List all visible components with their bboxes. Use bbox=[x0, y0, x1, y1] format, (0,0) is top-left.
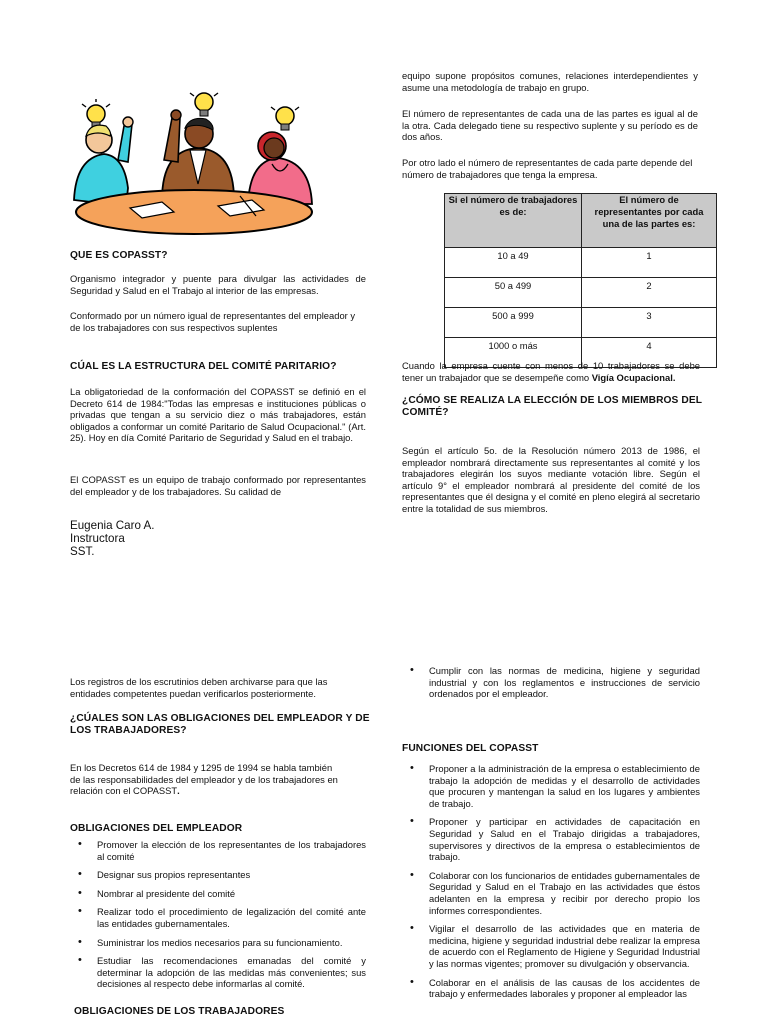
lightbulb-icon bbox=[271, 107, 299, 130]
heading-obligaciones-trabajadores: OBLIGACIONES DE LOS TRABAJADORES bbox=[74, 1006, 285, 1017]
list-item: • Nombrar al presidente del comité bbox=[70, 888, 366, 900]
paragraph-depende: Por otro lado el número de representantes de cada parte depende del número de trabajadores que tenga la empresa. bbox=[402, 157, 693, 180]
person-left-icon bbox=[74, 117, 133, 206]
paragraph-resolucion: Según el artículo 5o. de la Resolución número 2013 de 1986, el empleador nombrará directamente sus representantes al comité y los trabajadores elegirán los suyos mediante votación libre. Según el artículo 9° el empleador nombrará al presidente del comité de los representantes que él designa y el comité en pleno elegirá al secretario entre la totalidad de sus miembros. bbox=[402, 445, 700, 514]
table-header-row bbox=[445, 194, 717, 248]
signature-role: Instructora bbox=[70, 532, 125, 546]
list-item: • Vigilar el desarrollo de las actividades que en materia de medicina, higiene y seguridad industrial debe realizar la empresa de acuerdo con el Reglamento de Higiene y Seguridad Industrial y las normas vigentes; promover su divulgación y observancia. bbox=[402, 923, 700, 969]
decretos-text: En los Decretos 614 de 1984 y 1295 de 1994 se habla también de las responsabilidades del empleador y de los trabajadores en relación con el COPASST bbox=[70, 762, 338, 797]
meeting-clipart-icon bbox=[66, 88, 316, 236]
lightbulb-icon bbox=[190, 93, 218, 116]
table-cell: 10 a 49 bbox=[445, 248, 582, 278]
lightbulb-icon bbox=[82, 99, 110, 128]
paragraph-vigia bbox=[402, 360, 700, 383]
paragraph-copasst-equipo: El COPASST es un equipo de trabajo conformado por representantes del empleador y de los trabajadores. Su calidad de bbox=[70, 474, 366, 497]
heading-que-es-copasst: QUE ES COPASST? bbox=[70, 250, 168, 261]
paragraph-decretos: En los Decretos 614 de 1984 y 1295 de 1994 se habla también de las responsabilidades del empleador y de los trabajadores en relación con el COPASST. bbox=[70, 762, 338, 797]
heading-estructura: CÚAL ES LA ESTRUCTURA DEL COMITÉ PARITARIO? bbox=[70, 361, 337, 372]
table-cell: 4 bbox=[582, 338, 717, 368]
list-item: • Cumplir con las normas de medicina, higiene y seguridad industrial y con los reglamentos e instrucciones de servicio ordenados por el empleador. bbox=[402, 665, 700, 700]
paragraph-equipo-continuacion: equipo supone propósitos comunes, relaciones interdependientes y asume una metodología de trabajo en grupo. bbox=[402, 70, 698, 93]
paragraph-registros: Los registros de los escrutinios deben archivarse para que las entidades competentes puedan verificarlos posteriormente. bbox=[70, 676, 328, 699]
list-item: • Proponer y participar en actividades de capacitación en Seguridad y Salud en el Trabajo dirigidas a trabajadores, supervisores y directivos de la empresa o establecimientos de trabajo. bbox=[402, 816, 700, 862]
vigia-text: Cuando la empresa cuente con menos de 10 trabajadores se debe tener un trabajador que se desempeñe como bbox=[402, 360, 700, 383]
table-row bbox=[445, 308, 717, 338]
signature-block bbox=[70, 519, 154, 559]
table-header-representantes: El número de representantes por cada una de las partes es: bbox=[582, 194, 717, 248]
trabajadores-list bbox=[402, 665, 700, 700]
table-icon bbox=[76, 190, 312, 234]
paragraph-obligatoriedad: La obligatoriedad de la conformación del COPASST se definió en el Decreto 614 de 1984:"Todas las empresas e instituciones públicas o privadas que tengan a su servicio diez o más trabajadores, están obligados a conformar un comité Paritario de Salud Ocupacional." (Art. 25). Hoy en día Comité Paritario de Seguridad y Salud en el trabajo. bbox=[70, 386, 366, 444]
list-item: • Realizar todo el procedimiento de legalización del comité ante las entidades gubernamentales. bbox=[70, 906, 366, 929]
list-item: • Colaborar en el análisis de las causas de los accidentes de trabajo y enfermedades laborales y proponer al empleador las bbox=[402, 977, 700, 1000]
representatives-table bbox=[444, 193, 717, 368]
list-item: • Designar sus propios representantes bbox=[70, 869, 366, 881]
list-item: • Estudiar las recomendaciones emanadas del comité y determinar la adopción de las medidas más convenientes; sus decisiones al respecto debe informarlas al comité. bbox=[70, 955, 366, 990]
list-item: • Proponer a la administración de la empresa o establecimiento de trabajo la adopción de medidas y el desarrollo de actividades que procuren y mantengan la salud en los lugares y ambientes de trabajo. bbox=[402, 763, 700, 809]
table-cell: 1 bbox=[582, 248, 717, 278]
person-middle-icon bbox=[162, 110, 234, 200]
funciones-list bbox=[402, 763, 700, 1000]
heading-funciones: FUNCIONES DEL COPASST bbox=[402, 743, 539, 754]
signature-name: Eugenia Caro A. bbox=[70, 519, 155, 532]
signature-area: SST. bbox=[70, 545, 95, 559]
table-cell: 500 a 999 bbox=[445, 308, 582, 338]
heading-obligaciones: ¿CÚALES SON LAS OBLIGACIONES DEL EMPLEADOR Y DE LOS TRABAJADORES? bbox=[70, 713, 370, 736]
paragraph-conformado: Conformado por un número igual de representantes del empleador y de los trabajadores con sus respectivos suplentes bbox=[70, 310, 356, 333]
list-item: • Colaborar con los funcionarios de entidades gubernamentales de Seguridad y Salud en el Trabajo en las actividades que éstos adelanten en la empresa y recibir por derecho propio los informes correspondientes. bbox=[402, 870, 700, 916]
table-cell: 50 a 499 bbox=[445, 278, 582, 308]
table-header-trabajadores: Si el número de trabajadores es de: bbox=[445, 194, 582, 248]
heading-eleccion: ¿CÓMO SE REALIZA LA ELECCIÓN DE LOS MIEMBROS DEL COMITÉ? bbox=[402, 395, 702, 418]
table-row bbox=[445, 248, 717, 278]
list-item: • Suministrar los medios necesarios para su funcionamiento. bbox=[70, 937, 366, 949]
list-item: • Promover la elección de los representantes de los trabajadores al comité bbox=[70, 839, 366, 862]
paragraph-numero-representantes: El número de representantes de cada una de las partes es igual al de la otra. Cada delegado tiene su respectivo suplente y su período es de dos años. bbox=[402, 108, 698, 143]
table-row bbox=[445, 278, 717, 308]
vigia-bold: Vigía Ocupacional. bbox=[591, 371, 676, 383]
empleador-list bbox=[70, 839, 366, 990]
table-cell: 3 bbox=[582, 308, 717, 338]
table-cell: 2 bbox=[582, 278, 717, 308]
heading-obligaciones-empleador: OBLIGACIONES DEL EMPLEADOR bbox=[70, 823, 243, 834]
table-cell: 1000 o más bbox=[445, 338, 582, 368]
paragraph-que-es: Organismo integrador y puente para divulgar las actividades de Seguridad y Salud en el Trabajo al interior de las empresas. bbox=[70, 273, 366, 296]
